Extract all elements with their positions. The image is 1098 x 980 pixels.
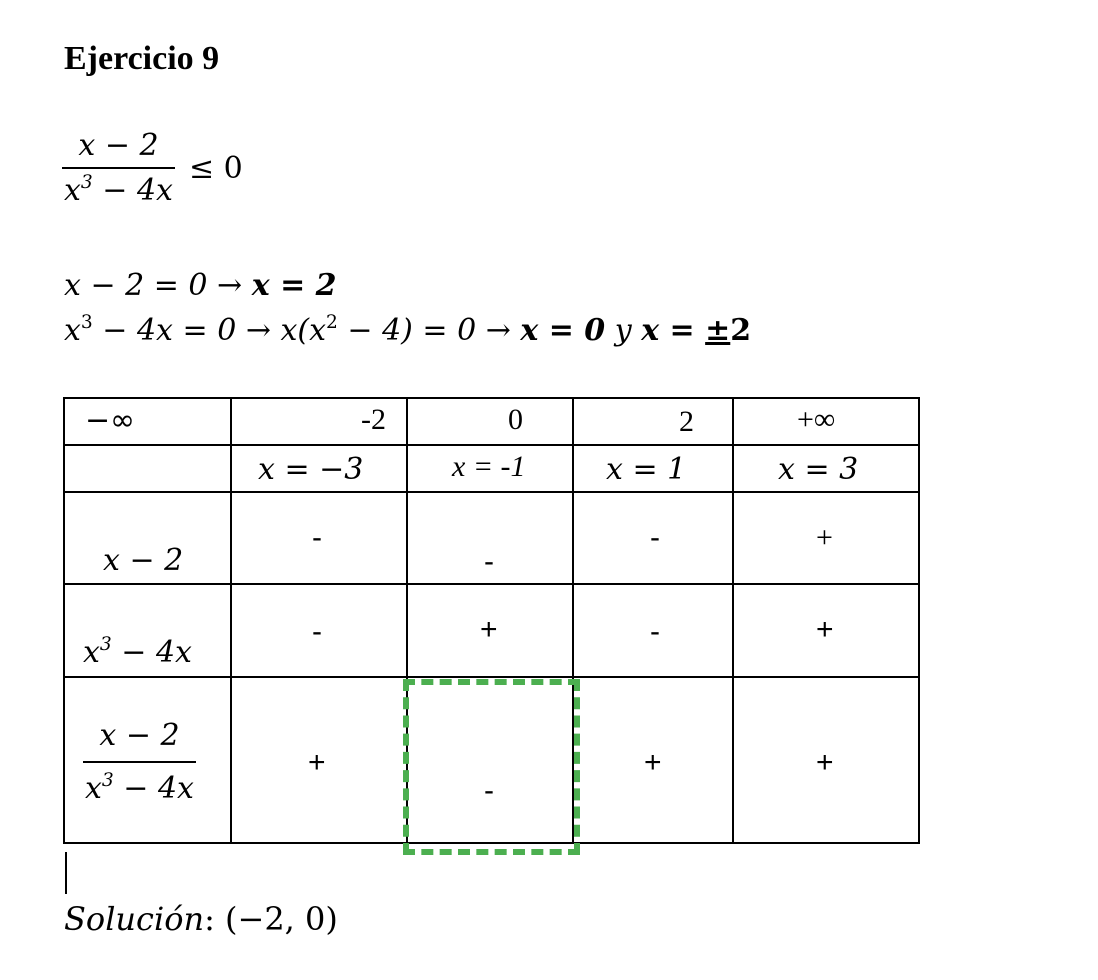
sign-cell: + [573,677,733,843]
fraction-bar [62,167,175,169]
solution-value: : (−2, 0) [204,900,338,938]
header-cell: −∞ [64,398,231,445]
sign-cell: + [733,584,919,677]
sign-cell: - [231,584,407,677]
sign-cell: + [231,677,407,843]
inequality-fraction [62,128,175,208]
sign-cell: + [407,584,573,677]
row-label [64,677,231,843]
equation1-lhs: x − 2 = 0 → [64,268,252,303]
sign-cell: - [231,492,407,584]
equation-denominator-roots: $x^3 - 4x = 0 \to x(x^2 - 4) = 0 \to x = 0$ y x = ±2 [64,311,752,348]
header-cell: -2 [231,398,407,445]
solution [64,900,338,938]
test-cell: x = -1 [407,445,573,492]
equation-numerator-root [64,268,337,303]
test-cell: x = −3 [231,445,407,492]
row-label: $x^3 - 4x$ [64,584,231,677]
inequality-numerator: x − 2 [78,128,159,163]
sign-cell: - [573,584,733,677]
test-cell: x = 3 [733,445,919,492]
sign-cell: + [733,492,919,584]
inequality-relation: ≤ 0 [188,150,243,186]
header-cell: 0 [407,398,573,445]
test-cell [64,445,231,492]
equation1-result: x = 2 [251,268,337,303]
test-cell: x = 1 [573,445,733,492]
solution-label: Solución [64,900,205,938]
root-zero: x = 0 [520,313,606,348]
quotient-fraction: $\frac{x - 2}{x^3 - 4x}$ [85,718,194,806]
inequality [62,128,243,208]
solution-interval-highlight [403,679,580,855]
text-cursor [65,852,67,894]
sign-cell: + [733,677,919,843]
header-cell: 2 [573,398,733,445]
header-cell: +∞ [733,398,919,445]
fraction-bar [83,761,196,763]
sign-cell: - [407,492,573,584]
sign-cell: - [573,492,733,584]
sign-cell: - [407,677,573,843]
exercise-title: Ejercicio 9 [64,40,220,77]
inequality-denominator: $x^3 - 4x$ [64,171,173,208]
row-label: x − 2 [64,492,231,584]
